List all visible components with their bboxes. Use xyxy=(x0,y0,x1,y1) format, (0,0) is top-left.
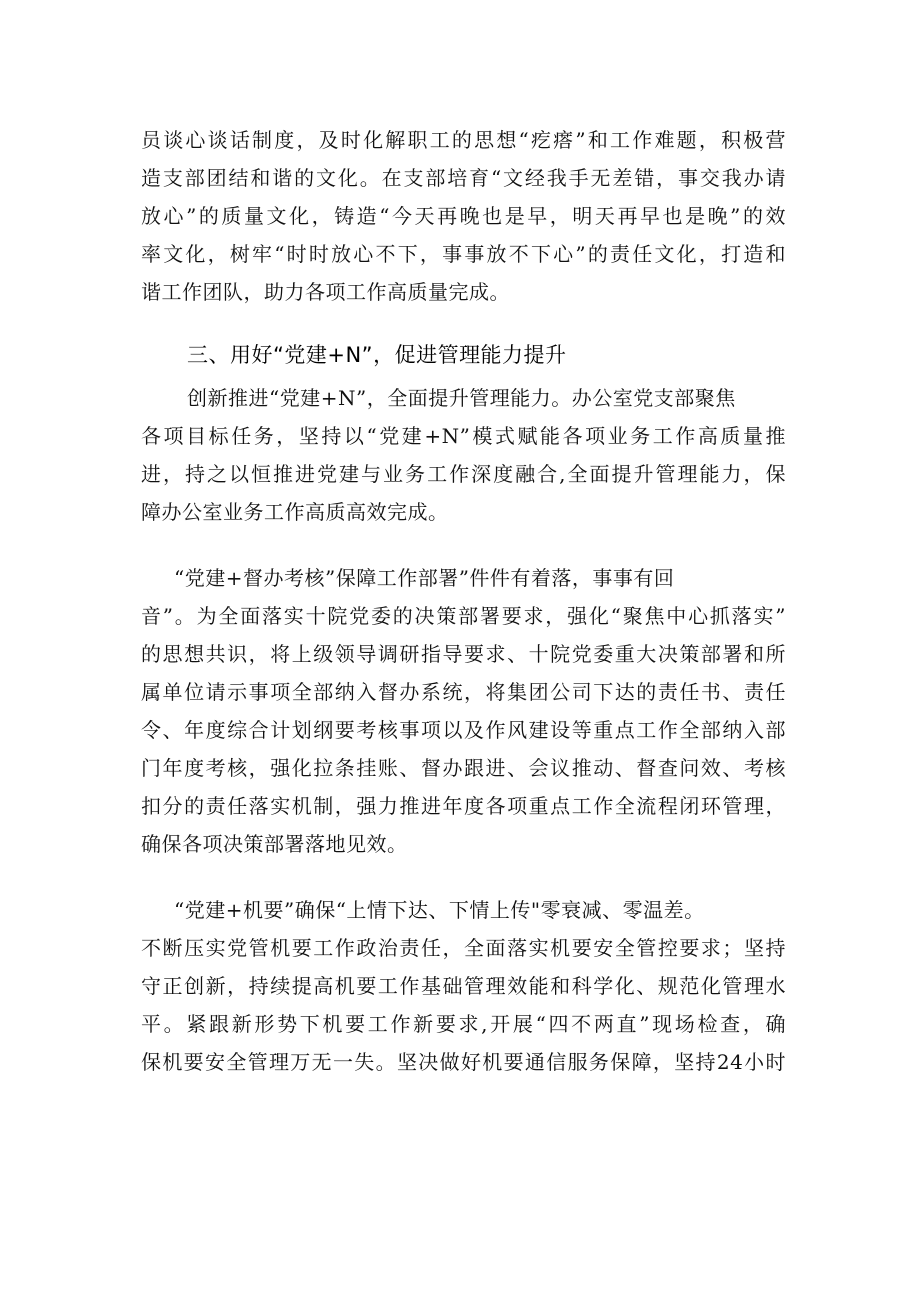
paragraph-4-line-4: 平。紧跟新形势下机要工作新要求,开展“四不两直”现场检查，确 xyxy=(141,1012,786,1036)
section-heading: 三、用好“党建+N”，促进管理能力提升 xyxy=(187,343,567,367)
paragraph-4-line-5: 保机要安全管理万无一失。坚决做好机要通信服务保障，坚持24小时 xyxy=(141,1050,786,1074)
paragraph-3-line-5: 令、年度综合计划纲要考核事项以及作风建设等重点工作全部纳入部 xyxy=(141,718,786,742)
paragraph-3-line-4: 属单位请示事项全部纳入督办系统，将集团公司下达的责任书、责任 xyxy=(141,680,786,704)
paragraph-4-line-2: 不断压实党管机要工作政治责任，全面落实机要安全管控要求；坚持 xyxy=(141,936,786,960)
paragraph-1-line-5: 谐工作团队，助力各项工作高质量完成。 xyxy=(141,280,510,304)
paragraph-2-line-1: 创新推进“党建+N”，全面提升管理能力。办公室党支部聚焦 xyxy=(187,386,736,410)
paragraph-4-line-3: 守正创新，持续提高机要工作基础管理效能和科学化、规范化管理水 xyxy=(141,974,786,998)
paragraph-4-line-1: “党建+机要”确保“上情下达、下情上传"零衰减、零温差。 xyxy=(174,898,705,922)
paragraph-1-line-4: 率文化，树牢“时时放心不下，事事放不下心”的责任文化，打造和 xyxy=(141,242,786,266)
paragraph-2-line-4: 障办公室业务工作高质高效完成。 xyxy=(141,500,449,524)
paragraph-2-line-2: 各项目标任务，坚持以“党建+N”模式赋能各项业务工作高质量推 xyxy=(141,424,786,448)
paragraph-3-line-1: “党建+督办考核”保障工作部署”件件有着落，事事有回 xyxy=(174,566,675,590)
paragraph-2-line-3: 进，持之以恒推进党建与业务工作深度融合,全面提升管理能力，保 xyxy=(141,462,786,486)
paragraph-1-line-3: 放心”的质量文化，铸造“今天再晚也是早，明天再早也是晚”的效 xyxy=(141,204,786,228)
paragraph-3-line-2: 音”。为全面落实十院党委的决策部署要求，强化“聚焦中心抓落实” xyxy=(141,604,786,628)
paragraph-3-line-8: 确保各项决策部署落地见效。 xyxy=(141,832,408,856)
paragraph-3-line-7: 扣分的责任落实机制，强力推进年度各项重点工作全流程闭环管理， xyxy=(141,794,786,818)
paragraph-1-line-1: 员谈心谈话制度，及时化解职工的思想“疙瘩”和工作难题，积极营 xyxy=(141,128,786,152)
paragraph-3-line-3: 的思想共识，将上级领导调研指导要求、十院党委重大决策部署和所 xyxy=(141,642,786,666)
paragraph-3-line-6: 门年度考核，强化拉条挂账、督办跟进、会议推动、督查问效、考核 xyxy=(141,756,786,780)
paragraph-1-line-2: 造支部团结和谐的文化。在支部培育“文经我手无差错，事交我办请 xyxy=(141,166,786,190)
